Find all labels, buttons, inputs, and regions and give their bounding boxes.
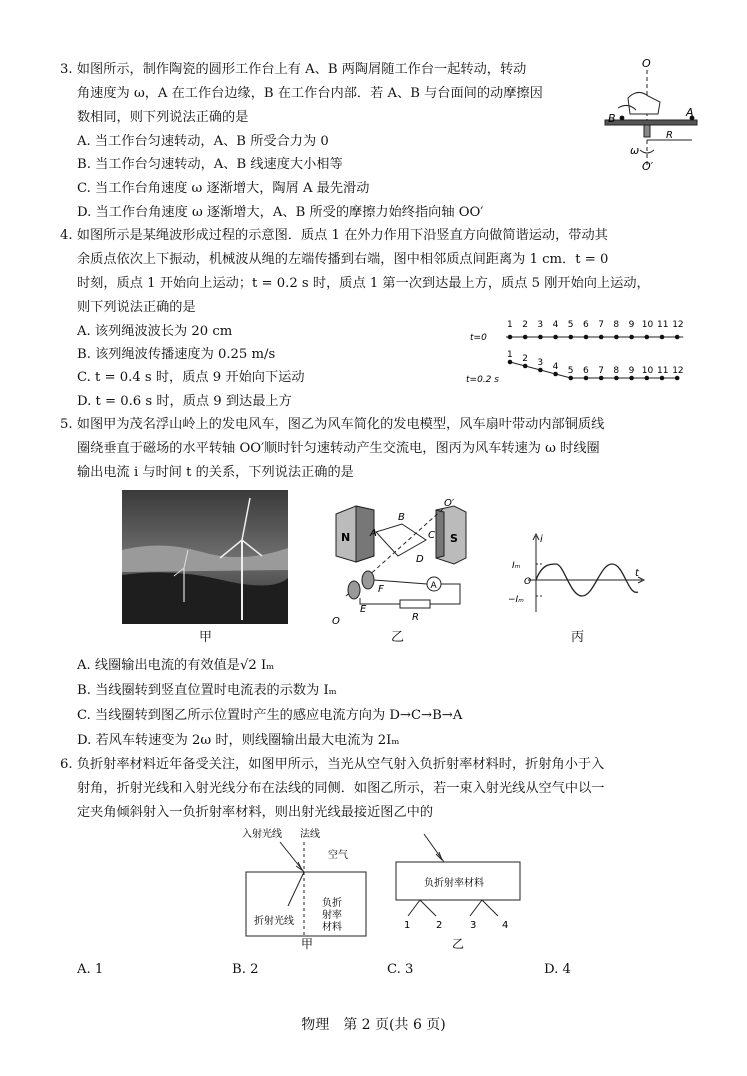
q4-row2-number: 1 bbox=[507, 350, 513, 360]
q4-row1-particle bbox=[645, 335, 650, 340]
q5-fig-label-c: C bbox=[428, 530, 435, 541]
q4-row1-number: 11 bbox=[657, 320, 669, 330]
q4-row2-particle bbox=[569, 376, 574, 381]
q4-row2-particle bbox=[645, 376, 650, 381]
q5-caption-jia: 甲 bbox=[199, 630, 213, 645]
q6-jia-air-label: 空气 bbox=[328, 850, 348, 861]
q4-row2-number: 3 bbox=[537, 358, 544, 368]
page-footer: 物理 第 2 页(共 6 页) bbox=[301, 1017, 446, 1033]
q6-caption-yi: 乙 bbox=[452, 937, 465, 951]
q3-option-a[interactable]: A. 当工作台匀速转动，A、B 所受合力为 0 bbox=[77, 134, 329, 149]
q5-graph-axis-i: i bbox=[540, 534, 543, 545]
q4-option-a[interactable]: A. 该列绳波波长为 20 cm bbox=[77, 324, 233, 339]
q6-answer-a[interactable]: A. 1 bbox=[77, 962, 104, 977]
q4-row2-number: 2 bbox=[522, 354, 528, 364]
q4-rope-wave-figure bbox=[466, 312, 694, 392]
q4-row2-number: 7 bbox=[598, 366, 604, 376]
q3-option-b[interactable]: B. 当工作台匀速转动，A、B 线速度大小相等 bbox=[77, 157, 343, 172]
q4-row1-particle bbox=[584, 335, 589, 340]
q6-jia-material-1: 负折 bbox=[322, 898, 342, 909]
q3-fig-label-r: R bbox=[666, 130, 673, 141]
q4-row1-number: 6 bbox=[583, 320, 589, 330]
q4-stem-line-4: 则下列说法正确的是 bbox=[77, 300, 196, 315]
q4-row1-number: 12 bbox=[672, 320, 684, 330]
q4-row2-particle bbox=[584, 376, 589, 381]
q5-graph-label-im: Iₘ bbox=[512, 561, 521, 571]
q3-fig-label-a: A bbox=[686, 106, 694, 119]
q6-stem-line-1: 6. 负折射率材料近年备受关注，如图甲所示，当光从空气射入负折射率材料时，折射角小于入 bbox=[60, 757, 605, 772]
q6-jia-material-2: 射率 bbox=[322, 910, 342, 921]
q4-row2-number: 6 bbox=[583, 366, 589, 376]
q4-row1-particle bbox=[629, 335, 634, 340]
q5-current-graph bbox=[508, 532, 648, 616]
q5-graph-axis-t: t bbox=[635, 568, 639, 579]
q5-option-b[interactable]: B. 当线圈转到竖直位置时电流表的示数为 Iₘ bbox=[77, 683, 337, 698]
q5-fig-label-r: R bbox=[412, 612, 419, 623]
q5-fig-label-e: E bbox=[360, 604, 367, 615]
q5-fig-label-s: S bbox=[450, 532, 458, 545]
q4-row1-particle bbox=[523, 335, 528, 340]
q4-row1-number: 10 bbox=[641, 320, 654, 330]
q5-caption-yi: 乙 bbox=[391, 630, 405, 645]
q4-row1-particle bbox=[614, 335, 619, 340]
q6-stem-line-2: 射角，折射光线和入射光线分布在法线的同侧．如图乙所示，若一束入射光线从空气中以一 bbox=[77, 781, 605, 796]
q4-row1-particle bbox=[553, 335, 558, 340]
q5-stem-line-2: 圈绕垂直于磁场的水平转轴 OO′顺时针匀速转动产生交流电，图丙为风车转速为 ω 时线圈 bbox=[77, 441, 600, 456]
q5-option-a[interactable]: A. 线圈输出电流的有效值是√2 Iₘ bbox=[77, 658, 275, 673]
q6-yi-ray-4: 4 bbox=[502, 920, 509, 931]
q3-turntable-figure bbox=[600, 58, 700, 173]
q4-row2-number: 10 bbox=[641, 366, 654, 376]
q5-fig-label-o: O bbox=[332, 616, 340, 627]
q4-row2-particle bbox=[629, 376, 634, 381]
q4-row2-number: 5 bbox=[567, 366, 574, 376]
q6-answer-b[interactable]: B. 2 bbox=[232, 962, 259, 977]
q6-figure-jia bbox=[236, 826, 376, 951]
q3-option-c[interactable]: C. 当工作台角速度 ω 逐渐增大，陶屑 A 最先滑动 bbox=[77, 181, 370, 196]
q3-stem-line-1: 3. 如图所示，制作陶瓷的圆形工作台上有 A、B 两陶屑随工作台一起转动，转动 bbox=[60, 62, 527, 77]
q3-stem-line-2: 角速度为 ω，A 在工作台边缘，B 在工作台内部．若 A、B 与台面间的动摩擦因 bbox=[77, 86, 543, 101]
q6-yi-ray-3: 3 bbox=[470, 920, 477, 931]
q4-stem-line-1: 4. 如图所示是某绳波形成过程的示意图．质点 1 在外力作用下沿竖直方向做简谐运动，带动其 bbox=[60, 228, 608, 243]
q4-row1-number: 7 bbox=[598, 320, 604, 330]
q6-yi-ray-1: 1 bbox=[404, 920, 411, 931]
q6-caption-jia: 甲 bbox=[301, 937, 314, 951]
q4-option-d[interactable]: D. t = 0.6 s 时，质点 9 到达最上方 bbox=[77, 394, 292, 409]
q3-stem-line-3: 数相同，则下列说法正确的是 bbox=[77, 110, 249, 125]
q4-row2-particle bbox=[538, 368, 543, 373]
q4-row2-number: 4 bbox=[552, 362, 559, 372]
q6-figure-yi bbox=[384, 830, 534, 952]
q4-row1-particle bbox=[675, 335, 680, 340]
q4-stem-line-3: 时刻，质点 1 开始向上运动；t = 0.2 s 时，质点 1 第一次到达最上方，质点 5 刚开始向上运动， bbox=[77, 276, 650, 291]
q6-answer-d[interactable]: D. 4 bbox=[544, 962, 571, 977]
q4-row1-number: 5 bbox=[567, 320, 574, 330]
q4-row2-number: 11 bbox=[657, 366, 669, 376]
q5-stem-line-1: 5. 如图甲为茂名浮山岭上的发电风车，图乙为风车简化的发电模型，风车扇叶带动内部铜质线 bbox=[60, 417, 605, 432]
q4-row1-number: 2 bbox=[522, 320, 528, 330]
q5-caption-bing: 丙 bbox=[571, 630, 585, 645]
q4-row2-number: 12 bbox=[672, 366, 684, 376]
q5-wind-turbine-photo bbox=[122, 490, 288, 624]
q3-option-d[interactable]: D. 当工作台角速度 ω 逐渐增大，A、B 所受的摩擦力始终指向轴 OO′ bbox=[77, 205, 484, 220]
q6-jia-material-3: 材料 bbox=[322, 922, 342, 933]
q3-fig-label-o: O bbox=[642, 58, 651, 70]
q5-option-d[interactable]: D. 若风车转速变为 2ω 时，则线圈输出最大电流为 2Iₘ bbox=[77, 733, 400, 748]
q5-fig-label-o-prime: O′ bbox=[444, 498, 455, 509]
q4-row2-particle bbox=[614, 376, 619, 381]
q5-stem-line-3: 输出电流 i 与时间 t 的关系，下列说法正确的是 bbox=[77, 465, 354, 480]
q6-yi-ray-2: 2 bbox=[436, 920, 443, 931]
q4-row2-particle bbox=[553, 372, 558, 377]
q4-row1-number: 8 bbox=[613, 320, 620, 330]
q5-fig-ammeter-label: A bbox=[430, 581, 437, 591]
q5-fig-label-n: N bbox=[341, 531, 351, 544]
q4-row1-particle bbox=[538, 335, 543, 340]
q5-graph-origin: O bbox=[524, 577, 532, 587]
q4-row1-number: 3 bbox=[537, 320, 544, 330]
q6-jia-incident-label: 入射光线 bbox=[242, 829, 282, 840]
q5-generator-model-figure bbox=[326, 496, 476, 628]
q4-option-c[interactable]: C. t = 0.4 s 时，质点 9 开始向下运动 bbox=[77, 370, 305, 385]
q6-stem-line-3: 定夹角倾斜射入一负折射率材料，则出射光线最接近图乙中的 bbox=[77, 805, 434, 820]
q4-row2-particle bbox=[523, 364, 528, 369]
q4-row1-particle bbox=[508, 335, 513, 340]
q5-graph-label-neg-im: −Iₘ bbox=[508, 595, 524, 605]
q5-fig-label-d: D bbox=[416, 554, 424, 565]
q6-yi-material-label: 负折射率材料 bbox=[424, 878, 484, 889]
q6-answer-c[interactable]: C. 3 bbox=[387, 962, 414, 977]
q4-row2-number: 9 bbox=[628, 366, 635, 376]
q4-row1-particle bbox=[569, 335, 574, 340]
q3-fig-label-omega: ω bbox=[630, 144, 640, 157]
q3-fig-label-b: B bbox=[608, 112, 616, 125]
q4-row2-number: 8 bbox=[613, 366, 620, 376]
q4-row2-particle bbox=[675, 376, 680, 381]
q5-fig-label-f: F bbox=[378, 584, 384, 595]
q6-jia-refracted-label: 折射光线 bbox=[254, 916, 294, 927]
q3-fig-label-o-prime: O′ bbox=[642, 160, 654, 173]
q4-row2-particle bbox=[508, 360, 513, 365]
q4-row1-label: t=0 bbox=[470, 333, 487, 343]
q4-row1-number: 9 bbox=[628, 320, 635, 330]
q4-row1-particle bbox=[660, 335, 665, 340]
q5-option-c[interactable]: C. 当线圈转到图乙所示位置时产生的感应电流方向为 D→C→B→A bbox=[77, 708, 463, 723]
q4-row1-number: 1 bbox=[507, 320, 513, 330]
q4-row1-number: 4 bbox=[552, 320, 559, 330]
q5-fig-label-b: B bbox=[398, 512, 405, 523]
q4-stem-line-2: 余质点依次上下振动，机械波从绳的左端传播到右端，图中相邻质点间距离为 1 cm．t = 0 bbox=[77, 252, 609, 267]
q4-option-b[interactable]: B. 该列绳波传播速度为 0.25 m/s bbox=[77, 347, 276, 362]
q4-row1-particle bbox=[599, 335, 604, 340]
q6-jia-normal-label: 法线 bbox=[300, 829, 320, 840]
q4-row2-particle bbox=[599, 376, 604, 381]
q4-row2-particle bbox=[660, 376, 665, 381]
q5-fig-label-a: A bbox=[370, 528, 377, 539]
q4-row2-label: t=0.2 s bbox=[466, 375, 499, 385]
